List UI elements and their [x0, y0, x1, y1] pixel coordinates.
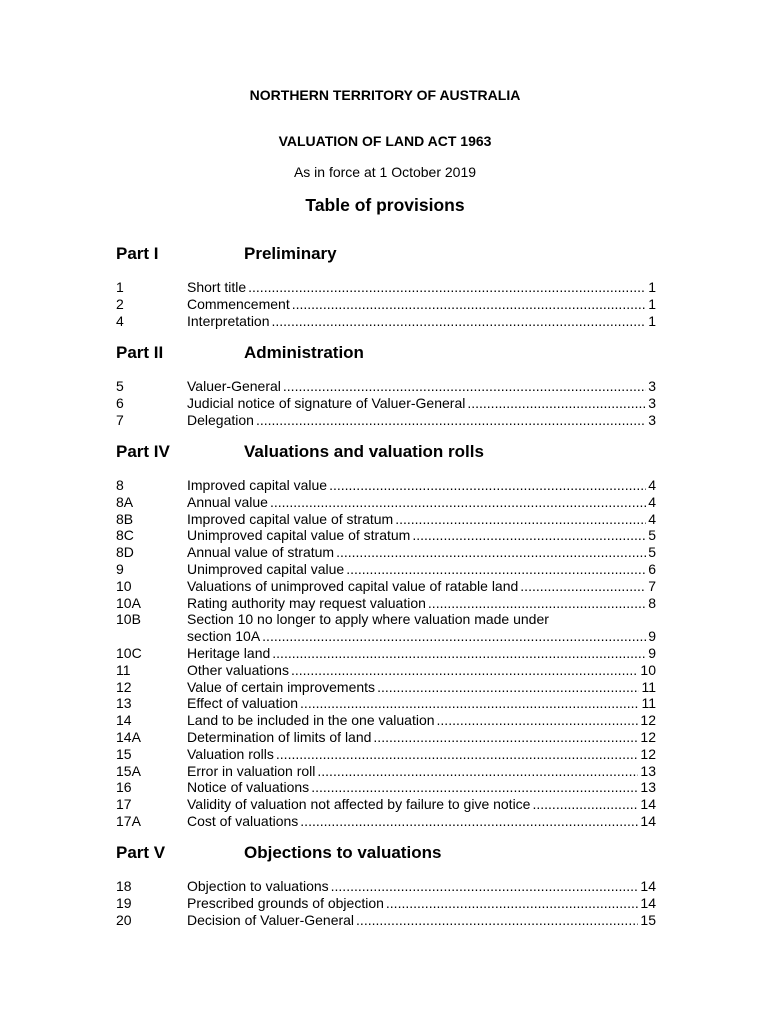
- provision-line: [187, 477, 656, 494]
- part-section: [116, 244, 656, 329]
- part-label: Part IV: [116, 442, 170, 461]
- provision-entry[interactable]: [116, 912, 656, 929]
- page-number: 9: [648, 644, 656, 661]
- dot-leader: [336, 544, 646, 561]
- provision-title: Value of certain improvements: [187, 678, 376, 695]
- provision-entry[interactable]: [116, 729, 656, 746]
- provision-list: [116, 477, 656, 830]
- dot-leader: [386, 895, 639, 912]
- page-number: 9: [648, 628, 656, 645]
- provision-line: [187, 878, 656, 895]
- in-force-date: As in force at 1 October 2019: [293, 164, 477, 180]
- part-title: Valuations and valuation rolls: [244, 442, 484, 461]
- provision-entry[interactable]: [116, 763, 656, 780]
- provision-entry[interactable]: [116, 279, 656, 296]
- provision-entry[interactable]: [116, 511, 656, 528]
- provision-title: Validity of valuation not affected by failure to give notice: [187, 796, 531, 813]
- provision-line: [187, 395, 656, 412]
- provision-number: 5: [116, 378, 124, 394]
- provision-title: Rating authority may request valuation: [187, 594, 426, 611]
- provision-number: 17: [116, 796, 132, 813]
- provision-number: 6: [116, 394, 124, 411]
- dot-leader: [373, 729, 638, 746]
- provision-entry[interactable]: [116, 561, 656, 578]
- provision-line: [187, 313, 656, 330]
- page-number: 14: [640, 878, 656, 894]
- provision-entry[interactable]: [116, 779, 656, 796]
- provision-title: Decision of Valuer-General: [187, 911, 355, 928]
- dot-leader: [346, 561, 646, 578]
- page-number: 1: [648, 279, 656, 295]
- dot-leader: [317, 763, 638, 780]
- provision-title: Determination of limits of land: [187, 728, 372, 745]
- dot-leader: [467, 395, 646, 412]
- provision-entry[interactable]: [116, 712, 656, 729]
- provision-number: 1: [116, 279, 124, 295]
- page-number: 3: [648, 378, 656, 394]
- page-number: 13: [640, 762, 656, 779]
- dot-leader: [270, 494, 646, 511]
- provision-title: Improved capital value: [187, 477, 328, 493]
- provision-number: 20: [116, 911, 132, 928]
- part-label: Part I: [116, 244, 159, 263]
- page-number: 14: [640, 812, 656, 829]
- provision-entry[interactable]: [116, 477, 656, 494]
- provision-title-first-line: Section 10 no longer to apply where valuation made under: [187, 611, 549, 628]
- provision-line: [187, 511, 656, 528]
- part-label: Part V: [116, 843, 166, 862]
- provision-number: 4: [116, 312, 124, 329]
- page-number: 4: [648, 510, 656, 527]
- page-number: 8: [648, 594, 656, 611]
- provision-number: 10: [116, 577, 132, 594]
- provision-line: [187, 695, 656, 712]
- provision-title: Error in valuation roll: [187, 762, 316, 779]
- provision-number: 14A: [116, 728, 141, 745]
- provision-entry[interactable]: [116, 878, 656, 895]
- provision-number: 8D: [116, 544, 134, 561]
- provision-number: 18: [116, 878, 132, 894]
- dot-leader: [311, 779, 638, 796]
- part-title: Preliminary: [244, 244, 337, 263]
- part-label: Part II: [116, 343, 164, 362]
- part-heading: [116, 843, 656, 867]
- page-number: 14: [640, 796, 656, 813]
- provision-title: Valuation rolls: [187, 745, 274, 762]
- page-number: 6: [648, 560, 656, 577]
- toc-title: Table of provisions: [305, 195, 465, 215]
- provision-line: [187, 779, 656, 796]
- provision-number: 10C: [116, 644, 142, 661]
- page-number: 7: [648, 577, 656, 594]
- provision-number: 15A: [116, 762, 141, 779]
- provision-number: 8C: [116, 527, 134, 544]
- dot-leader: [356, 912, 638, 929]
- provision-title: Short title: [187, 279, 247, 295]
- provision-entry[interactable]: [116, 527, 656, 544]
- provision-line: [187, 645, 656, 662]
- provision-title: section 10A: [187, 628, 261, 645]
- provision-line: [187, 378, 656, 395]
- provision-entry[interactable]: [116, 494, 656, 511]
- provision-number: 10B: [116, 611, 141, 628]
- provision-number: 19: [116, 894, 132, 911]
- page-number: 12: [640, 712, 656, 729]
- provision-number: 8B: [116, 510, 134, 527]
- page-number: 3: [648, 394, 656, 411]
- provision-list: [116, 378, 656, 428]
- act-title: VALUATION OF LAND ACT 1963: [278, 133, 492, 149]
- provision-title: Improved capital value of stratum: [187, 510, 394, 527]
- page-number: 11: [641, 678, 656, 695]
- page-number: 11: [641, 695, 656, 712]
- provision-entry[interactable]: [116, 544, 656, 561]
- provision-title: Commencement: [187, 295, 290, 312]
- page-number: 12: [640, 728, 656, 745]
- dot-leader: [395, 511, 646, 528]
- page-number: 14: [640, 894, 656, 911]
- provision-entry[interactable]: [116, 746, 656, 763]
- dot-leader: [412, 527, 646, 544]
- provision-number: 14: [116, 712, 132, 729]
- provision-line: [187, 912, 656, 929]
- provision-number: 16: [116, 779, 132, 796]
- provision-number: 8: [116, 477, 124, 493]
- provision-list: [116, 279, 656, 329]
- page-number: 1: [648, 295, 656, 312]
- provision-line: [187, 561, 656, 578]
- dot-leader: [272, 645, 646, 662]
- page-number: 12: [640, 745, 656, 762]
- provision-number: 13: [116, 695, 132, 712]
- provision-line: [187, 796, 656, 813]
- provision-entry[interactable]: [116, 662, 656, 679]
- dot-leader: [256, 412, 646, 429]
- provision-entry[interactable]: [116, 695, 656, 712]
- provision-line: [187, 679, 656, 696]
- page-number: 13: [640, 779, 656, 796]
- dot-leader: [532, 796, 638, 813]
- page-number: 10: [640, 661, 656, 678]
- provision-title: Unimproved capital value of stratum: [187, 527, 411, 544]
- part-section: [116, 843, 656, 928]
- dot-leader: [283, 378, 646, 395]
- provision-entry[interactable]: [116, 595, 656, 612]
- provision-title: Annual value: [187, 493, 268, 510]
- provision-number: 8A: [116, 493, 134, 510]
- provision-number: 9: [116, 560, 124, 577]
- provision-line: [187, 729, 656, 746]
- provision-entry[interactable]: [116, 578, 656, 595]
- dot-leader: [291, 662, 638, 679]
- provision-entry[interactable]: [116, 611, 656, 645]
- provision-entry[interactable]: [116, 296, 656, 313]
- page-number: 15: [640, 911, 656, 928]
- page-number: 5: [648, 527, 656, 544]
- provision-entry[interactable]: [116, 645, 656, 662]
- part-heading: [116, 244, 656, 268]
- provision-title: Objection to valuations: [187, 878, 329, 894]
- provision-line: [187, 544, 656, 561]
- dot-leader: [276, 746, 639, 763]
- provision-list: [116, 878, 656, 928]
- provision-line: [187, 813, 656, 830]
- dot-leader: [248, 279, 646, 296]
- dot-leader: [300, 813, 638, 830]
- part-title: Objections to valuations: [244, 843, 442, 862]
- dot-leader: [300, 695, 639, 712]
- provision-title: Interpretation: [187, 312, 270, 329]
- provision-title: Heritage land: [187, 644, 271, 661]
- dot-leader: [331, 878, 639, 895]
- provision-number: 17A: [116, 812, 141, 829]
- provision-title: Effect of valuation: [187, 695, 299, 712]
- dot-leader: [272, 313, 647, 330]
- provision-line: [187, 763, 656, 780]
- provision-number: 2: [116, 295, 124, 312]
- dot-leader: [292, 296, 647, 313]
- provision-title: Notice of valuations: [187, 779, 310, 796]
- jurisdiction-heading: NORTHERN TERRITORY OF AUSTRALIA: [249, 87, 521, 103]
- provision-line: [187, 296, 656, 313]
- provision-line: [187, 494, 656, 511]
- provision-line: [187, 628, 656, 645]
- provision-title: Other valuations: [187, 661, 289, 678]
- provision-line: [187, 412, 656, 429]
- dot-leader: [520, 578, 646, 595]
- provision-title: Unimproved capital value: [187, 560, 345, 577]
- provision-line: [187, 662, 656, 679]
- page-number: 5: [648, 544, 656, 561]
- provision-entry[interactable]: [116, 395, 656, 412]
- provision-title: Judicial notice of signature of Valuer-General: [187, 394, 466, 411]
- dot-leader: [428, 595, 646, 612]
- provision-number: 15: [116, 745, 132, 762]
- provision-line: [187, 895, 656, 912]
- provision-entry[interactable]: [116, 313, 656, 330]
- provision-line: [187, 746, 656, 763]
- provision-title: Valuations of unimproved capital value of ratable land: [187, 577, 519, 594]
- provision-title: Prescribed grounds of objection: [187, 894, 384, 911]
- provision-entry[interactable]: [116, 813, 656, 830]
- page-number: 3: [648, 411, 656, 428]
- provision-entry[interactable]: [116, 796, 656, 813]
- page-number: 4: [648, 477, 656, 493]
- provision-number: 10A: [116, 594, 141, 611]
- provision-number: 7: [116, 411, 124, 428]
- page-number: 4: [648, 493, 656, 510]
- dot-leader: [377, 679, 639, 696]
- provision-number: 11: [116, 661, 131, 678]
- provision-title: Land to be included in the one valuation: [187, 712, 435, 729]
- provision-title: Valuer-General: [187, 378, 281, 394]
- dot-leader: [329, 477, 646, 494]
- page-number: 1: [648, 312, 656, 329]
- provision-line: [187, 279, 656, 296]
- part-section: [116, 343, 656, 428]
- provision-title: Cost of valuations: [187, 812, 299, 829]
- provision-line: [187, 578, 656, 595]
- provision-line: [187, 595, 656, 612]
- part-heading: [116, 442, 656, 466]
- provision-title: Delegation: [187, 411, 254, 428]
- part-section: [116, 442, 656, 830]
- provision-entry[interactable]: [116, 412, 656, 429]
- dot-leader: [437, 712, 639, 729]
- provision-line: [187, 712, 656, 729]
- provision-entry[interactable]: [116, 895, 656, 912]
- part-title: Administration: [244, 343, 364, 362]
- provision-title: Annual value of stratum: [187, 544, 335, 561]
- provision-line: [187, 527, 656, 544]
- part-heading: [116, 343, 656, 367]
- provision-entry[interactable]: [116, 378, 656, 395]
- provision-number: 12: [116, 678, 132, 695]
- provision-entry[interactable]: [116, 679, 656, 696]
- dot-leader: [262, 628, 646, 645]
